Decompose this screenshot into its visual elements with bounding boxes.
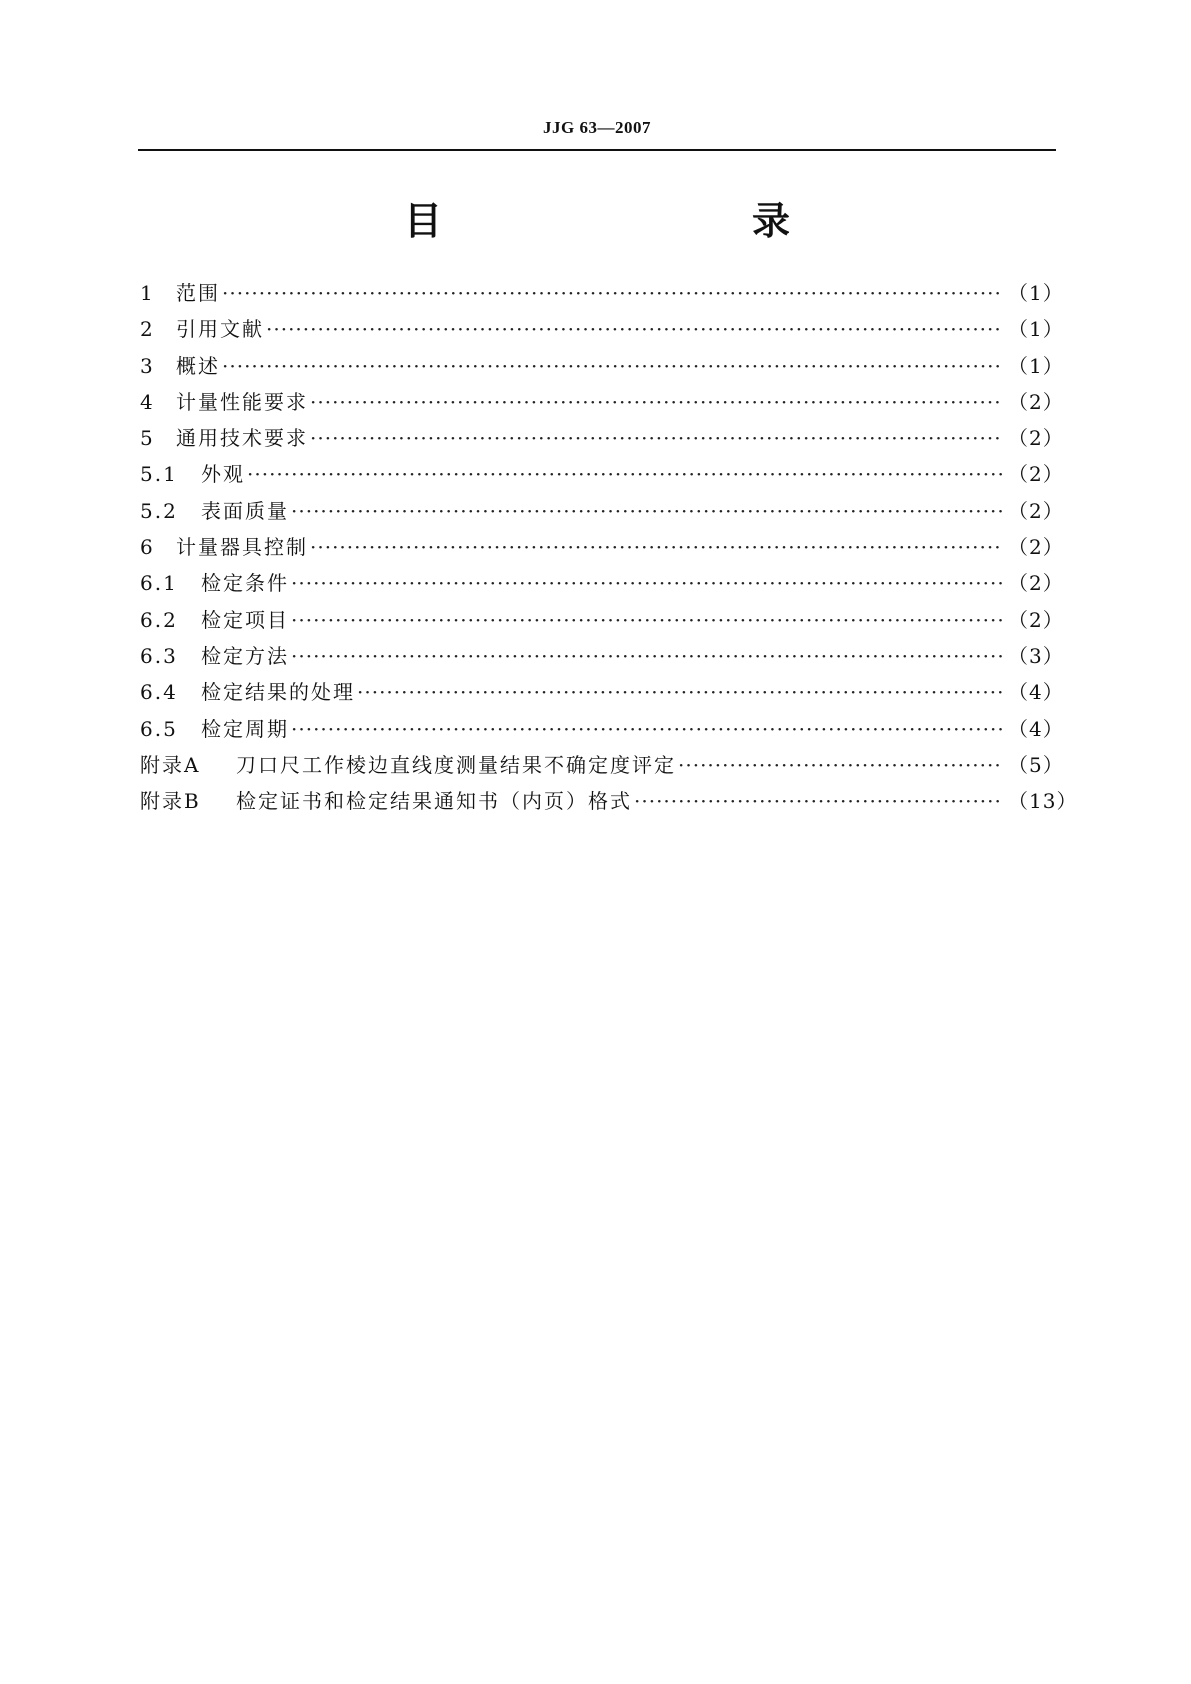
document-code-header: JJG 63—2007 xyxy=(543,118,651,137)
toc-entry-label: 刀口尺工作棱边直线度测量结果不确定度评定 xyxy=(236,752,676,777)
toc-dot-leader xyxy=(247,462,1002,486)
toc-entry-2[interactable] xyxy=(140,313,1064,349)
toc-entry-5-1[interactable] xyxy=(140,458,1064,494)
toc-entry-6-5[interactable] xyxy=(140,713,1064,749)
toc-dot-leader xyxy=(357,680,1002,704)
toc-entry-3[interactable] xyxy=(140,350,1064,386)
toc-entry-number: 1 xyxy=(140,281,155,305)
table-of-contents xyxy=(140,277,1078,821)
toc-entry-page: （3） xyxy=(1008,643,1064,668)
toc-dot-leader xyxy=(291,608,1002,632)
toc-entry-6[interactable] xyxy=(140,531,1064,567)
toc-entry-number: 附录B xyxy=(140,789,201,814)
toc-entry-page: （2） xyxy=(1008,389,1064,414)
toc-entry-label: 检定方法 xyxy=(201,643,289,668)
toc-entry-page: （2） xyxy=(1008,607,1064,632)
toc-entry-label: 检定证书和检定结果通知书（内页）格式 xyxy=(236,789,632,814)
toc-entry-number: 3 xyxy=(140,353,155,378)
toc-entry-page: （2） xyxy=(1008,535,1064,560)
toc-entry-label: 检定结果的处理 xyxy=(201,680,355,705)
toc-dot-leader xyxy=(222,281,1002,305)
toc-dot-leader xyxy=(310,426,1002,450)
toc-entry-number: 5.2 xyxy=(140,498,178,523)
toc-entry-label: 检定条件 xyxy=(201,571,289,596)
toc-entry-label: 概述 xyxy=(176,353,220,378)
toc-entry-label: 引用文献 xyxy=(176,317,264,342)
toc-entry-page: （4） xyxy=(1008,716,1064,741)
toc-entry-label: 表面质量 xyxy=(201,498,289,523)
toc-entry-page: （1） xyxy=(1008,317,1064,342)
toc-entry-label: 外观 xyxy=(201,462,245,487)
toc-entry-page: （1） xyxy=(1008,281,1064,305)
toc-entry-5-2[interactable] xyxy=(140,495,1064,531)
toc-entry-appendix-b[interactable] xyxy=(140,785,1078,821)
toc-entry-page: （4） xyxy=(1008,680,1064,705)
toc-entry-5[interactable] xyxy=(140,422,1064,458)
toc-entry-number: 5 xyxy=(140,426,155,451)
toc-entry-6-4[interactable] xyxy=(140,676,1064,712)
toc-dot-leader xyxy=(678,753,1002,777)
toc-entry-number: 6 xyxy=(140,535,155,560)
toc-entry-label: 检定周期 xyxy=(201,716,289,741)
toc-entry-number: 6.5 xyxy=(140,716,178,741)
toc-entry-number: 6.2 xyxy=(140,607,178,632)
toc-entry-6-3[interactable] xyxy=(140,640,1064,676)
toc-entry-number: 6.4 xyxy=(140,680,178,705)
toc-entry-appendix-a[interactable] xyxy=(140,749,1064,785)
toc-entry-label: 检定项目 xyxy=(201,607,289,632)
toc-entry-label: 范围 xyxy=(176,281,220,305)
toc-entry-6-1[interactable] xyxy=(140,567,1064,603)
toc-entry-page: （1） xyxy=(1008,353,1064,378)
toc-entry-number: 5.1 xyxy=(140,462,178,487)
toc-entry-number: 4 xyxy=(140,389,155,414)
toc-entry-4[interactable] xyxy=(140,386,1064,422)
toc-entry-page: （2） xyxy=(1008,498,1064,523)
toc-entry-page: （2） xyxy=(1008,426,1064,451)
toc-entry-page: （13） xyxy=(1008,789,1078,814)
header-divider xyxy=(138,149,1056,151)
toc-entry-number: 6.1 xyxy=(140,571,178,596)
toc-dot-leader xyxy=(310,535,1002,559)
toc-dot-leader xyxy=(310,390,1002,414)
toc-dot-leader xyxy=(291,717,1002,741)
toc-entry-page: （5） xyxy=(1008,752,1064,777)
toc-entry-label: 通用技术要求 xyxy=(176,426,308,451)
toc-title: 目 录 xyxy=(403,199,868,243)
toc-dot-leader xyxy=(291,499,1002,523)
toc-dot-leader xyxy=(291,644,1002,668)
toc-entry-number: 2 xyxy=(140,317,155,342)
toc-entry-page: （2） xyxy=(1008,571,1064,596)
toc-dot-leader xyxy=(266,317,1002,341)
toc-entry-label: 计量器具控制 xyxy=(176,535,308,560)
toc-entry-number: 6.3 xyxy=(140,643,178,668)
toc-entry-number: 附录A xyxy=(140,752,201,777)
toc-entry-1[interactable] xyxy=(140,277,1064,313)
toc-entry-label: 计量性能要求 xyxy=(176,389,308,414)
toc-entry-6-2[interactable] xyxy=(140,604,1064,640)
toc-dot-leader xyxy=(291,571,1002,595)
toc-dot-leader xyxy=(222,354,1002,378)
toc-entry-page: （2） xyxy=(1008,462,1064,487)
toc-dot-leader xyxy=(634,789,1002,813)
